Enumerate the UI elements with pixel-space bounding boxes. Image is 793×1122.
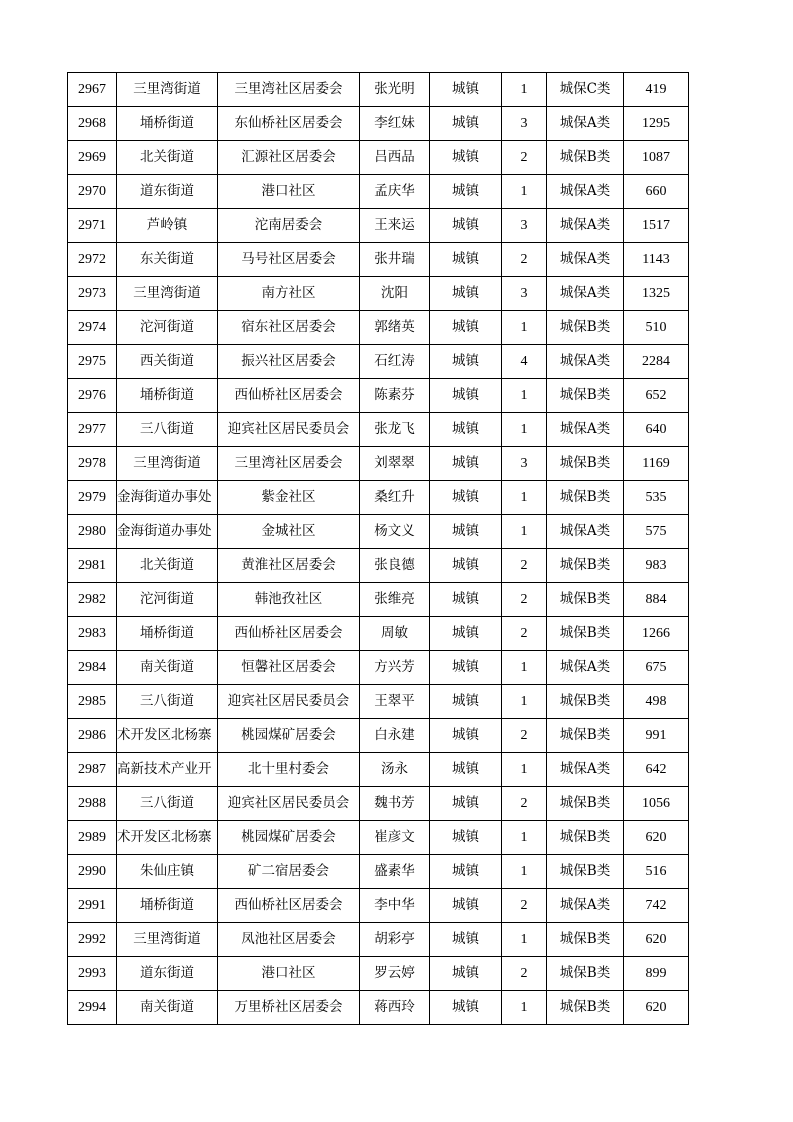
table-row: [68, 991, 689, 1025]
cell-count: 2: [502, 549, 547, 583]
cell-id: 2983: [68, 617, 117, 651]
cell-community: 沱南居委会: [218, 209, 360, 243]
cell-name: 王翠平: [360, 685, 430, 719]
cell-area: 城镇: [430, 277, 502, 311]
cell-street: 三八街道: [117, 685, 218, 719]
cell-id: 2969: [68, 141, 117, 175]
cell-count: 1: [502, 175, 547, 209]
cell-street: 埇桥街道: [117, 889, 218, 923]
cell-community: 西仙桥社区居委会: [218, 379, 360, 413]
table-row: [68, 617, 689, 651]
cell-id: 2970: [68, 175, 117, 209]
cell-category: 城保B类: [547, 447, 624, 481]
cell-name: 张井瑞: [360, 243, 430, 277]
cell-count: 2: [502, 583, 547, 617]
cell-name: 石红涛: [360, 345, 430, 379]
cell-category: 城保B类: [547, 787, 624, 821]
cell-count: 3: [502, 277, 547, 311]
cell-id: 2986: [68, 719, 117, 753]
cell-name: 王来运: [360, 209, 430, 243]
cell-name: 崔彦文: [360, 821, 430, 855]
cell-street: 金海街道办事处: [117, 515, 218, 549]
cell-category: 城保B类: [547, 821, 624, 855]
cell-street: 金海街道办事处: [117, 481, 218, 515]
cell-amount: 620: [624, 923, 689, 957]
cell-community: 宿东社区居委会: [218, 311, 360, 345]
cell-count: 1: [502, 481, 547, 515]
cell-id: 2971: [68, 209, 117, 243]
cell-community: 三里湾社区居委会: [218, 73, 360, 107]
cell-area: 城镇: [430, 209, 502, 243]
cell-amount: 510: [624, 311, 689, 345]
cell-community: 港口社区: [218, 175, 360, 209]
cell-count: 1: [502, 991, 547, 1025]
cell-community: 振兴社区居委会: [218, 345, 360, 379]
table-row: [68, 855, 689, 889]
table-row: [68, 243, 689, 277]
table-row: [68, 481, 689, 515]
cell-area: 城镇: [430, 753, 502, 787]
cell-community: 港口社区: [218, 957, 360, 991]
cell-street: 芦岭镇: [117, 209, 218, 243]
cell-amount: 640: [624, 413, 689, 447]
cell-community: 三里湾社区居委会: [218, 447, 360, 481]
table-row: [68, 515, 689, 549]
table-row: [68, 175, 689, 209]
cell-community: 马号社区居委会: [218, 243, 360, 277]
cell-count: 2: [502, 617, 547, 651]
cell-category: 城保B类: [547, 685, 624, 719]
table-row: [68, 549, 689, 583]
cell-community: 矿二宿居委会: [218, 855, 360, 889]
cell-count: 3: [502, 107, 547, 141]
cell-name: 张维亮: [360, 583, 430, 617]
cell-area: 城镇: [430, 481, 502, 515]
cell-amount: 575: [624, 515, 689, 549]
cell-id: 2972: [68, 243, 117, 277]
cell-id: 2981: [68, 549, 117, 583]
cell-community: 恒馨社区居委会: [218, 651, 360, 685]
table-row: [68, 345, 689, 379]
cell-community: 西仙桥社区居委会: [218, 889, 360, 923]
cell-area: 城镇: [430, 923, 502, 957]
cell-category: 城保B类: [547, 923, 624, 957]
cell-name: 杨文义: [360, 515, 430, 549]
cell-count: 1: [502, 413, 547, 447]
cell-community: 汇源社区居委会: [218, 141, 360, 175]
cell-amount: 419: [624, 73, 689, 107]
cell-category: 城保A类: [547, 515, 624, 549]
cell-amount: 1266: [624, 617, 689, 651]
cell-id: 2974: [68, 311, 117, 345]
cell-category: 城保A类: [547, 209, 624, 243]
cell-name: 桑红升: [360, 481, 430, 515]
cell-community: 西仙桥社区居委会: [218, 617, 360, 651]
table-row: [68, 923, 689, 957]
cell-id: 2991: [68, 889, 117, 923]
cell-id: 2968: [68, 107, 117, 141]
cell-count: 2: [502, 787, 547, 821]
cell-name: 盛素华: [360, 855, 430, 889]
cell-name: 胡彩亭: [360, 923, 430, 957]
table-row: [68, 787, 689, 821]
cell-name: 陈素芬: [360, 379, 430, 413]
cell-street: 高新技术产业开: [117, 753, 218, 787]
cell-name: 蒋西玲: [360, 991, 430, 1025]
cell-count: 2: [502, 889, 547, 923]
cell-category: 城保B类: [547, 991, 624, 1025]
cell-community: 迎宾社区居民委员会: [218, 413, 360, 447]
cell-street: 朱仙庄镇: [117, 855, 218, 889]
cell-street: 西关街道: [117, 345, 218, 379]
cell-category: 城保A类: [547, 107, 624, 141]
cell-area: 城镇: [430, 583, 502, 617]
cell-id: 2993: [68, 957, 117, 991]
cell-name: 郭绪英: [360, 311, 430, 345]
roster-table: [67, 72, 689, 1025]
cell-area: 城镇: [430, 447, 502, 481]
cell-category: 城保A类: [547, 889, 624, 923]
cell-amount: 983: [624, 549, 689, 583]
table-row: [68, 73, 689, 107]
cell-id: 2978: [68, 447, 117, 481]
cell-id: 2988: [68, 787, 117, 821]
cell-category: 城保A类: [547, 345, 624, 379]
table-row: [68, 379, 689, 413]
cell-name: 李中华: [360, 889, 430, 923]
cell-street: 东关街道: [117, 243, 218, 277]
cell-area: 城镇: [430, 175, 502, 209]
cell-amount: 991: [624, 719, 689, 753]
cell-amount: 620: [624, 821, 689, 855]
cell-name: 张龙飞: [360, 413, 430, 447]
cell-amount: 1087: [624, 141, 689, 175]
cell-category: 城保B类: [547, 481, 624, 515]
cell-area: 城镇: [430, 549, 502, 583]
cell-count: 2: [502, 141, 547, 175]
cell-community: 紫金社区: [218, 481, 360, 515]
cell-name: 张光明: [360, 73, 430, 107]
cell-street: 道东街道: [117, 175, 218, 209]
roster-body: [68, 73, 689, 1025]
cell-count: 1: [502, 753, 547, 787]
cell-id: 2990: [68, 855, 117, 889]
cell-amount: 2284: [624, 345, 689, 379]
cell-id: 2979: [68, 481, 117, 515]
cell-name: 张良德: [360, 549, 430, 583]
cell-street: 埇桥街道: [117, 379, 218, 413]
cell-category: 城保A类: [547, 413, 624, 447]
cell-name: 魏书芳: [360, 787, 430, 821]
cell-name: 方兴芳: [360, 651, 430, 685]
cell-id: 2973: [68, 277, 117, 311]
table-row: [68, 719, 689, 753]
table-row: [68, 889, 689, 923]
cell-community: 南方社区: [218, 277, 360, 311]
table-row: [68, 957, 689, 991]
cell-amount: 884: [624, 583, 689, 617]
cell-area: 城镇: [430, 787, 502, 821]
cell-id: 2985: [68, 685, 117, 719]
cell-id: 2967: [68, 73, 117, 107]
cell-amount: 516: [624, 855, 689, 889]
cell-id: 2994: [68, 991, 117, 1025]
cell-name: 刘翠翠: [360, 447, 430, 481]
cell-community: 万里桥社区居委会: [218, 991, 360, 1025]
cell-area: 城镇: [430, 243, 502, 277]
cell-area: 城镇: [430, 991, 502, 1025]
cell-community: 北十里村委会: [218, 753, 360, 787]
cell-count: 4: [502, 345, 547, 379]
cell-name: 李红妹: [360, 107, 430, 141]
cell-area: 城镇: [430, 719, 502, 753]
cell-street: 三里湾街道: [117, 923, 218, 957]
cell-count: 2: [502, 243, 547, 277]
cell-area: 城镇: [430, 141, 502, 175]
cell-street: 北关街道: [117, 141, 218, 175]
cell-street: 术开发区北杨寨: [117, 719, 218, 753]
cell-count: 1: [502, 855, 547, 889]
table-row: [68, 753, 689, 787]
cell-id: 2975: [68, 345, 117, 379]
table-row: [68, 821, 689, 855]
cell-count: 1: [502, 821, 547, 855]
cell-area: 城镇: [430, 685, 502, 719]
cell-community: 迎宾社区居民委员会: [218, 787, 360, 821]
cell-community: 金城社区: [218, 515, 360, 549]
table-row: [68, 277, 689, 311]
cell-name: 沈阳: [360, 277, 430, 311]
cell-amount: 660: [624, 175, 689, 209]
cell-community: 桃园煤矿居委会: [218, 821, 360, 855]
cell-amount: 899: [624, 957, 689, 991]
table-row: [68, 685, 689, 719]
cell-street: 北关街道: [117, 549, 218, 583]
table-row: [68, 107, 689, 141]
cell-count: 1: [502, 515, 547, 549]
table-row: [68, 413, 689, 447]
cell-community: 东仙桥社区居委会: [218, 107, 360, 141]
cell-community: 黄淮社区居委会: [218, 549, 360, 583]
cell-area: 城镇: [430, 889, 502, 923]
cell-id: 2984: [68, 651, 117, 685]
cell-community: 桃园煤矿居委会: [218, 719, 360, 753]
cell-street: 三八街道: [117, 787, 218, 821]
cell-area: 城镇: [430, 413, 502, 447]
cell-amount: 535: [624, 481, 689, 515]
cell-count: 1: [502, 73, 547, 107]
cell-amount: 1143: [624, 243, 689, 277]
cell-count: 2: [502, 957, 547, 991]
cell-street: 沱河街道: [117, 311, 218, 345]
cell-street: 三里湾街道: [117, 73, 218, 107]
cell-count: 1: [502, 923, 547, 957]
cell-count: 3: [502, 447, 547, 481]
table-row: [68, 583, 689, 617]
cell-id: 2980: [68, 515, 117, 549]
cell-street: 南关街道: [117, 991, 218, 1025]
cell-area: 城镇: [430, 311, 502, 345]
cell-category: 城保B类: [547, 549, 624, 583]
cell-name: 汤永: [360, 753, 430, 787]
cell-amount: 498: [624, 685, 689, 719]
cell-category: 城保B类: [547, 583, 624, 617]
cell-count: 1: [502, 311, 547, 345]
cell-amount: 675: [624, 651, 689, 685]
table-row: [68, 141, 689, 175]
cell-category: 城保B类: [547, 311, 624, 345]
cell-area: 城镇: [430, 651, 502, 685]
cell-category: 城保A类: [547, 277, 624, 311]
cell-area: 城镇: [430, 73, 502, 107]
cell-id: 2976: [68, 379, 117, 413]
cell-street: 埇桥街道: [117, 617, 218, 651]
cell-area: 城镇: [430, 515, 502, 549]
cell-count: 2: [502, 719, 547, 753]
cell-area: 城镇: [430, 345, 502, 379]
cell-area: 城镇: [430, 617, 502, 651]
cell-id: 2987: [68, 753, 117, 787]
cell-category: 城保B类: [547, 957, 624, 991]
cell-street: 三八街道: [117, 413, 218, 447]
cell-street: 术开发区北杨寨: [117, 821, 218, 855]
cell-category: 城保A类: [547, 753, 624, 787]
cell-amount: 1517: [624, 209, 689, 243]
cell-street: 南关街道: [117, 651, 218, 685]
cell-category: 城保B类: [547, 379, 624, 413]
cell-id: 2982: [68, 583, 117, 617]
cell-name: 周敏: [360, 617, 430, 651]
cell-count: 3: [502, 209, 547, 243]
cell-category: 城保B类: [547, 855, 624, 889]
cell-amount: 642: [624, 753, 689, 787]
cell-area: 城镇: [430, 821, 502, 855]
cell-amount: 1056: [624, 787, 689, 821]
table-row: [68, 311, 689, 345]
cell-area: 城镇: [430, 957, 502, 991]
table-row: [68, 209, 689, 243]
cell-community: 迎宾社区居民委员会: [218, 685, 360, 719]
cell-community: 凤池社区居委会: [218, 923, 360, 957]
cell-category: 城保B类: [547, 617, 624, 651]
cell-street: 沱河街道: [117, 583, 218, 617]
cell-count: 1: [502, 379, 547, 413]
cell-count: 1: [502, 651, 547, 685]
cell-amount: 742: [624, 889, 689, 923]
cell-street: 三里湾街道: [117, 277, 218, 311]
table-row: [68, 447, 689, 481]
table-row: [68, 651, 689, 685]
cell-amount: 1295: [624, 107, 689, 141]
cell-category: 城保A类: [547, 651, 624, 685]
cell-amount: 652: [624, 379, 689, 413]
cell-category: 城保A类: [547, 175, 624, 209]
cell-count: 1: [502, 685, 547, 719]
cell-amount: 620: [624, 991, 689, 1025]
cell-name: 孟庆华: [360, 175, 430, 209]
cell-name: 罗云婷: [360, 957, 430, 991]
cell-street: 埇桥街道: [117, 107, 218, 141]
cell-street: 三里湾街道: [117, 447, 218, 481]
cell-id: 2989: [68, 821, 117, 855]
cell-category: 城保B类: [547, 719, 624, 753]
cell-id: 2992: [68, 923, 117, 957]
cell-amount: 1169: [624, 447, 689, 481]
cell-id: 2977: [68, 413, 117, 447]
cell-category: 城保A类: [547, 243, 624, 277]
cell-area: 城镇: [430, 379, 502, 413]
cell-area: 城镇: [430, 855, 502, 889]
cell-street: 道东街道: [117, 957, 218, 991]
cell-category: 城保C类: [547, 73, 624, 107]
cell-amount: 1325: [624, 277, 689, 311]
cell-community: 韩池孜社区: [218, 583, 360, 617]
cell-category: 城保B类: [547, 141, 624, 175]
cell-name: 白永建: [360, 719, 430, 753]
cell-name: 吕西品: [360, 141, 430, 175]
cell-area: 城镇: [430, 107, 502, 141]
